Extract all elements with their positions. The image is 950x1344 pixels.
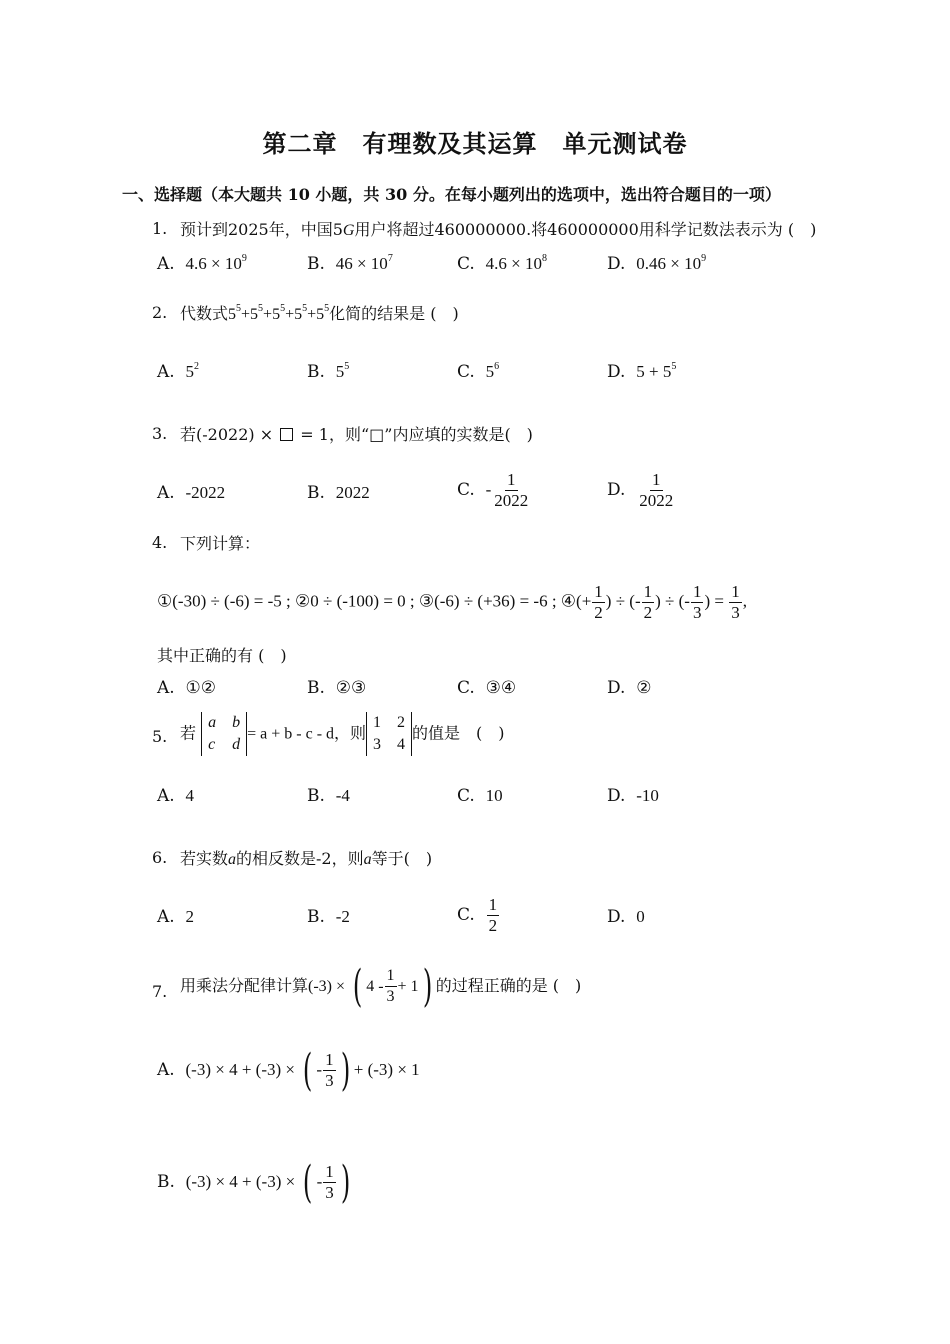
option-d[interactable]: D. -10	[607, 786, 659, 806]
option-b[interactable]: B. $5^5$	[307, 361, 350, 382]
question-number: 3.	[152, 424, 168, 443]
determinant-abcd: a b c d	[201, 712, 247, 756]
option-b[interactable]: B. ②③	[307, 678, 367, 698]
option-b[interactable]: B. (-3) × 4 + (-3) × ( - $\frac{1}{3}$ )	[157, 1156, 351, 1208]
question-tail: 其中正确的有 ( )	[157, 646, 287, 665]
question-number: 2.	[152, 303, 168, 322]
option-a[interactable]: A. 4	[157, 786, 194, 806]
question-number: 5.	[152, 727, 168, 746]
option-a[interactable]: A. ①②	[157, 678, 216, 698]
option-c[interactable]: C. $4.6 \times 10^8$	[457, 253, 547, 274]
option-b[interactable]: B. -2	[307, 907, 350, 927]
question-text: 预计到2025年，中国5G用户将超过460000000.将460000000用科学记数法表示为 ( )	[180, 220, 817, 239]
option-c[interactable]: C. $\frac{1}{2}$	[457, 895, 498, 935]
question-text: 下列计算：	[180, 534, 261, 553]
question-number: 6.	[152, 848, 168, 867]
question-text: 若实数a的相反数是-2，则a等于( )	[180, 849, 433, 868]
option-c[interactable]: C. 10	[457, 786, 503, 806]
option-a[interactable]: A. 2	[157, 907, 194, 927]
option-b[interactable]: B. 2022	[307, 483, 370, 503]
question-text: 代数式$5^5+5^5+5^5+5^5+5^5$化简的结果是 ( )	[180, 303, 459, 323]
option-a[interactable]: A. $4.6 \times 10^9$	[157, 253, 247, 274]
option-b[interactable]: B. -4	[307, 786, 350, 806]
option-a[interactable]: A. -2022	[157, 483, 226, 503]
section-heading: 一、选择题（本大题共 10 小题，共 30 分。在每小题列出的选项中，选出符合题目的一项）	[122, 185, 781, 204]
option-d[interactable]: D. 0	[607, 907, 645, 927]
determinant-1234: 1 2 3 4	[366, 712, 412, 756]
option-a[interactable]: A. $5^2$	[157, 361, 199, 382]
page-title: 第二章 有理数及其运算 单元测试卷	[262, 129, 688, 158]
option-a[interactable]: A. (-3) × 4 + (-3) × ( - $\frac{1}{3}$ ) + (-3) × 1	[157, 1044, 420, 1096]
calculation-list: ①(-30) ÷ (-6) = -5 ; ②0 ÷ (-100) = 0 ; ③(-6) ÷ (+36) = -6 ; ④(+ $\frac{1}{2}$ ) ÷ (- $\frac{1}{2}$ ) ÷ (- $\frac{1}{3}$ ) = $\frac{1}{3}$ ,	[157, 582, 747, 622]
question-text: 用乘法分配律计算(-3) × ( 4 - $\frac{1}{3}$ + 1) 的过程正确的是 ( )	[180, 960, 582, 1012]
question-text: 若(-2022) × = 1，则“□”内应填的实数是( )	[180, 425, 533, 444]
option-d[interactable]: D. ②	[607, 678, 652, 698]
option-d[interactable]: D. $5 + 5^5$	[607, 361, 677, 382]
option-d[interactable]: D. $0.46 \times 10^9$	[607, 253, 707, 274]
question-number: 7.	[152, 982, 168, 1001]
option-c[interactable]: C. $5^6$	[457, 361, 500, 382]
option-c[interactable]: C. ③④	[457, 678, 517, 698]
question-number: 4.	[152, 533, 168, 552]
option-b[interactable]: B. $46 \times 10^7$	[307, 253, 393, 274]
option-d[interactable]: D. $\frac{1}{2022}$	[607, 470, 674, 510]
question-text: 若 a b c d = a + b - c - d，则 1 2 3 4 的值是 ( )	[180, 712, 505, 756]
question-number: 1.	[152, 219, 168, 238]
option-c[interactable]: C. - $\frac{1}{2022}$	[457, 470, 529, 510]
blank-box	[280, 428, 293, 441]
